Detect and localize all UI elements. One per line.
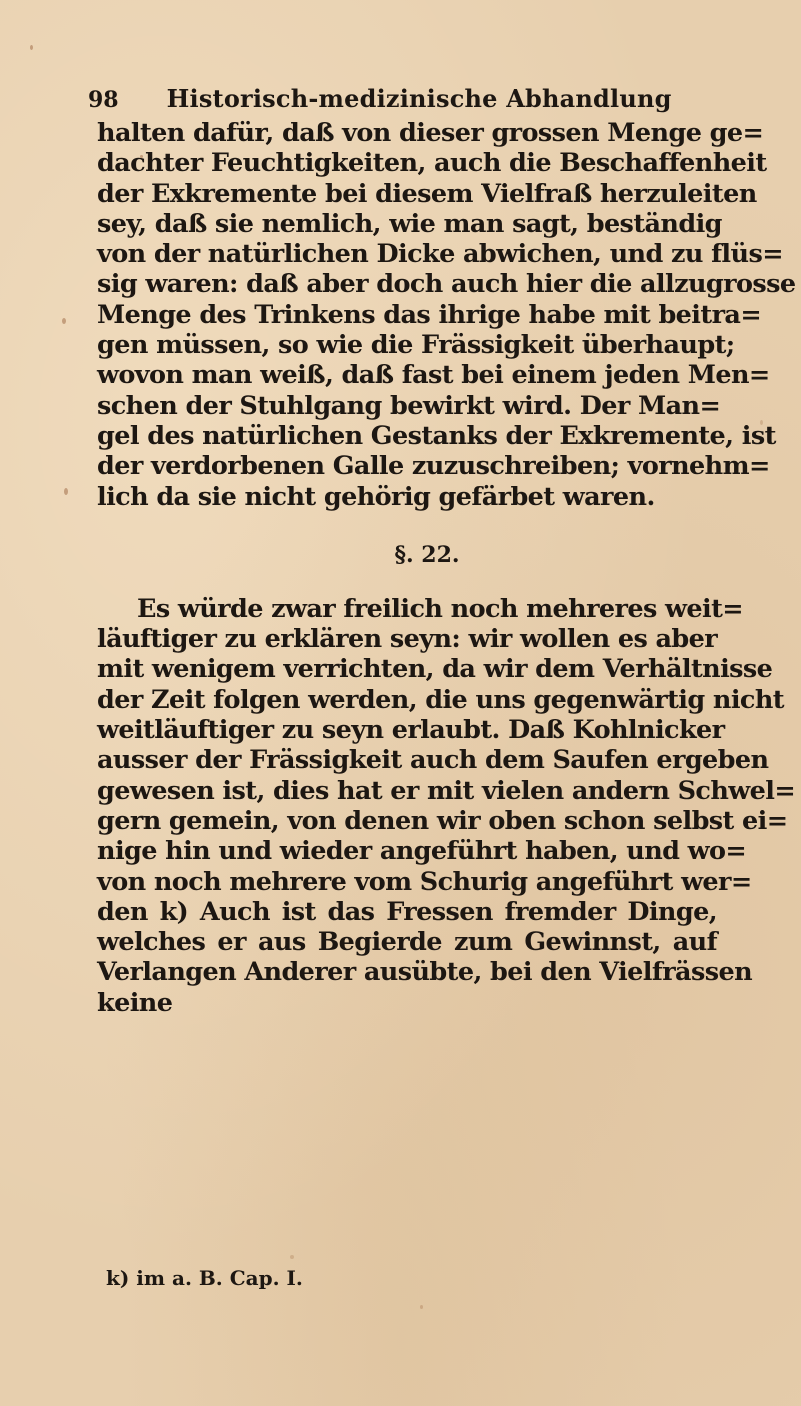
body-text	[97, 118, 796, 1018]
text-line: dachter Feuchtigkeiten, auch die Beschaffenheit	[97, 148, 767, 179]
text-line: lich da sie nicht gehörig gefärbet waren.	[97, 481, 655, 512]
paper-speck	[290, 1255, 294, 1259]
text-line: gern gemein, von denen wir oben schon selbst ei=	[97, 805, 788, 836]
text-line: sey, daß sie nemlich, wie man sagt, beständig	[97, 208, 722, 239]
running-title: Historisch-medizinische Abhandlung	[166, 84, 672, 113]
text-line: der Exkremente bei diesem Vielfraß herzuleiten	[97, 178, 757, 209]
text-line: nige hin und wieder angeführt haben, und wo=	[97, 836, 747, 867]
paper-speck	[64, 488, 68, 495]
text-line: gen müssen, so wie die Frässigkeit überhaupt;	[97, 330, 735, 361]
paragraph-2	[97, 593, 796, 1018]
page-number: 98	[88, 87, 119, 113]
page-header	[88, 84, 672, 113]
text-line: wovon man weiß, daß fast bei einem jeden Men=	[97, 360, 770, 391]
text-line: der Zeit folgen werden, die uns gegenwärtig nicht	[97, 684, 784, 715]
section-heading: §. 22.	[394, 541, 460, 568]
text-line: läuftiger zu erklären seyn: wir wollen es aber	[97, 624, 718, 655]
text-line: sig waren: daß aber doch auch hier die allzugrosse	[97, 269, 796, 300]
paper-speck	[30, 45, 33, 50]
text-line: gewesen ist, dies hat er mit vielen andern Schwel=	[97, 775, 796, 806]
text-line: der verdorbenen Galle zuzuschreiben; vornehm=	[97, 451, 770, 482]
text-line: schen der Stuhlgang bewirkt wird. Der Man=	[97, 390, 721, 421]
text-line: welches er aus Begierde zum Gewinnst, auf	[97, 927, 717, 958]
text-line: Menge des Trinkens das ihrige habe mit beitra=	[97, 299, 762, 330]
text-line: gel des natürlichen Gestanks der Exkremente, ist	[97, 420, 776, 451]
text-line: Verlangen Anderer ausübte, bei den Vielfrässen	[97, 957, 753, 988]
paper-speck	[62, 318, 66, 324]
text-line: Es würde zwar freilich noch mehreres weit=	[137, 593, 744, 624]
text-line: von noch mehrere vom Schurig angeführt wer=	[97, 866, 752, 897]
text-line: von der natürlichen Dicke abwichen, und zu flüs=	[97, 239, 783, 270]
text-line: weitläuftiger zu seyn erlaubt. Daß Kohlnicker	[97, 715, 725, 746]
text-line: ausser der Frässigkeit auch dem Saufen ergeben	[97, 745, 769, 776]
paper-speck	[420, 1305, 423, 1309]
text-line: mit wenigem verrichten, da wir dem Verhältnisse	[97, 654, 773, 685]
text-line: den k) Auch ist das Fressen fremder Dinge,	[97, 896, 717, 927]
text-line: halten dafür, daß von dieser grossen Menge ge=	[97, 118, 764, 148]
catchword: keine	[97, 987, 173, 1018]
paragraph-1	[97, 118, 796, 512]
footnote: k) im a. B. Cap. I.	[106, 1266, 303, 1290]
